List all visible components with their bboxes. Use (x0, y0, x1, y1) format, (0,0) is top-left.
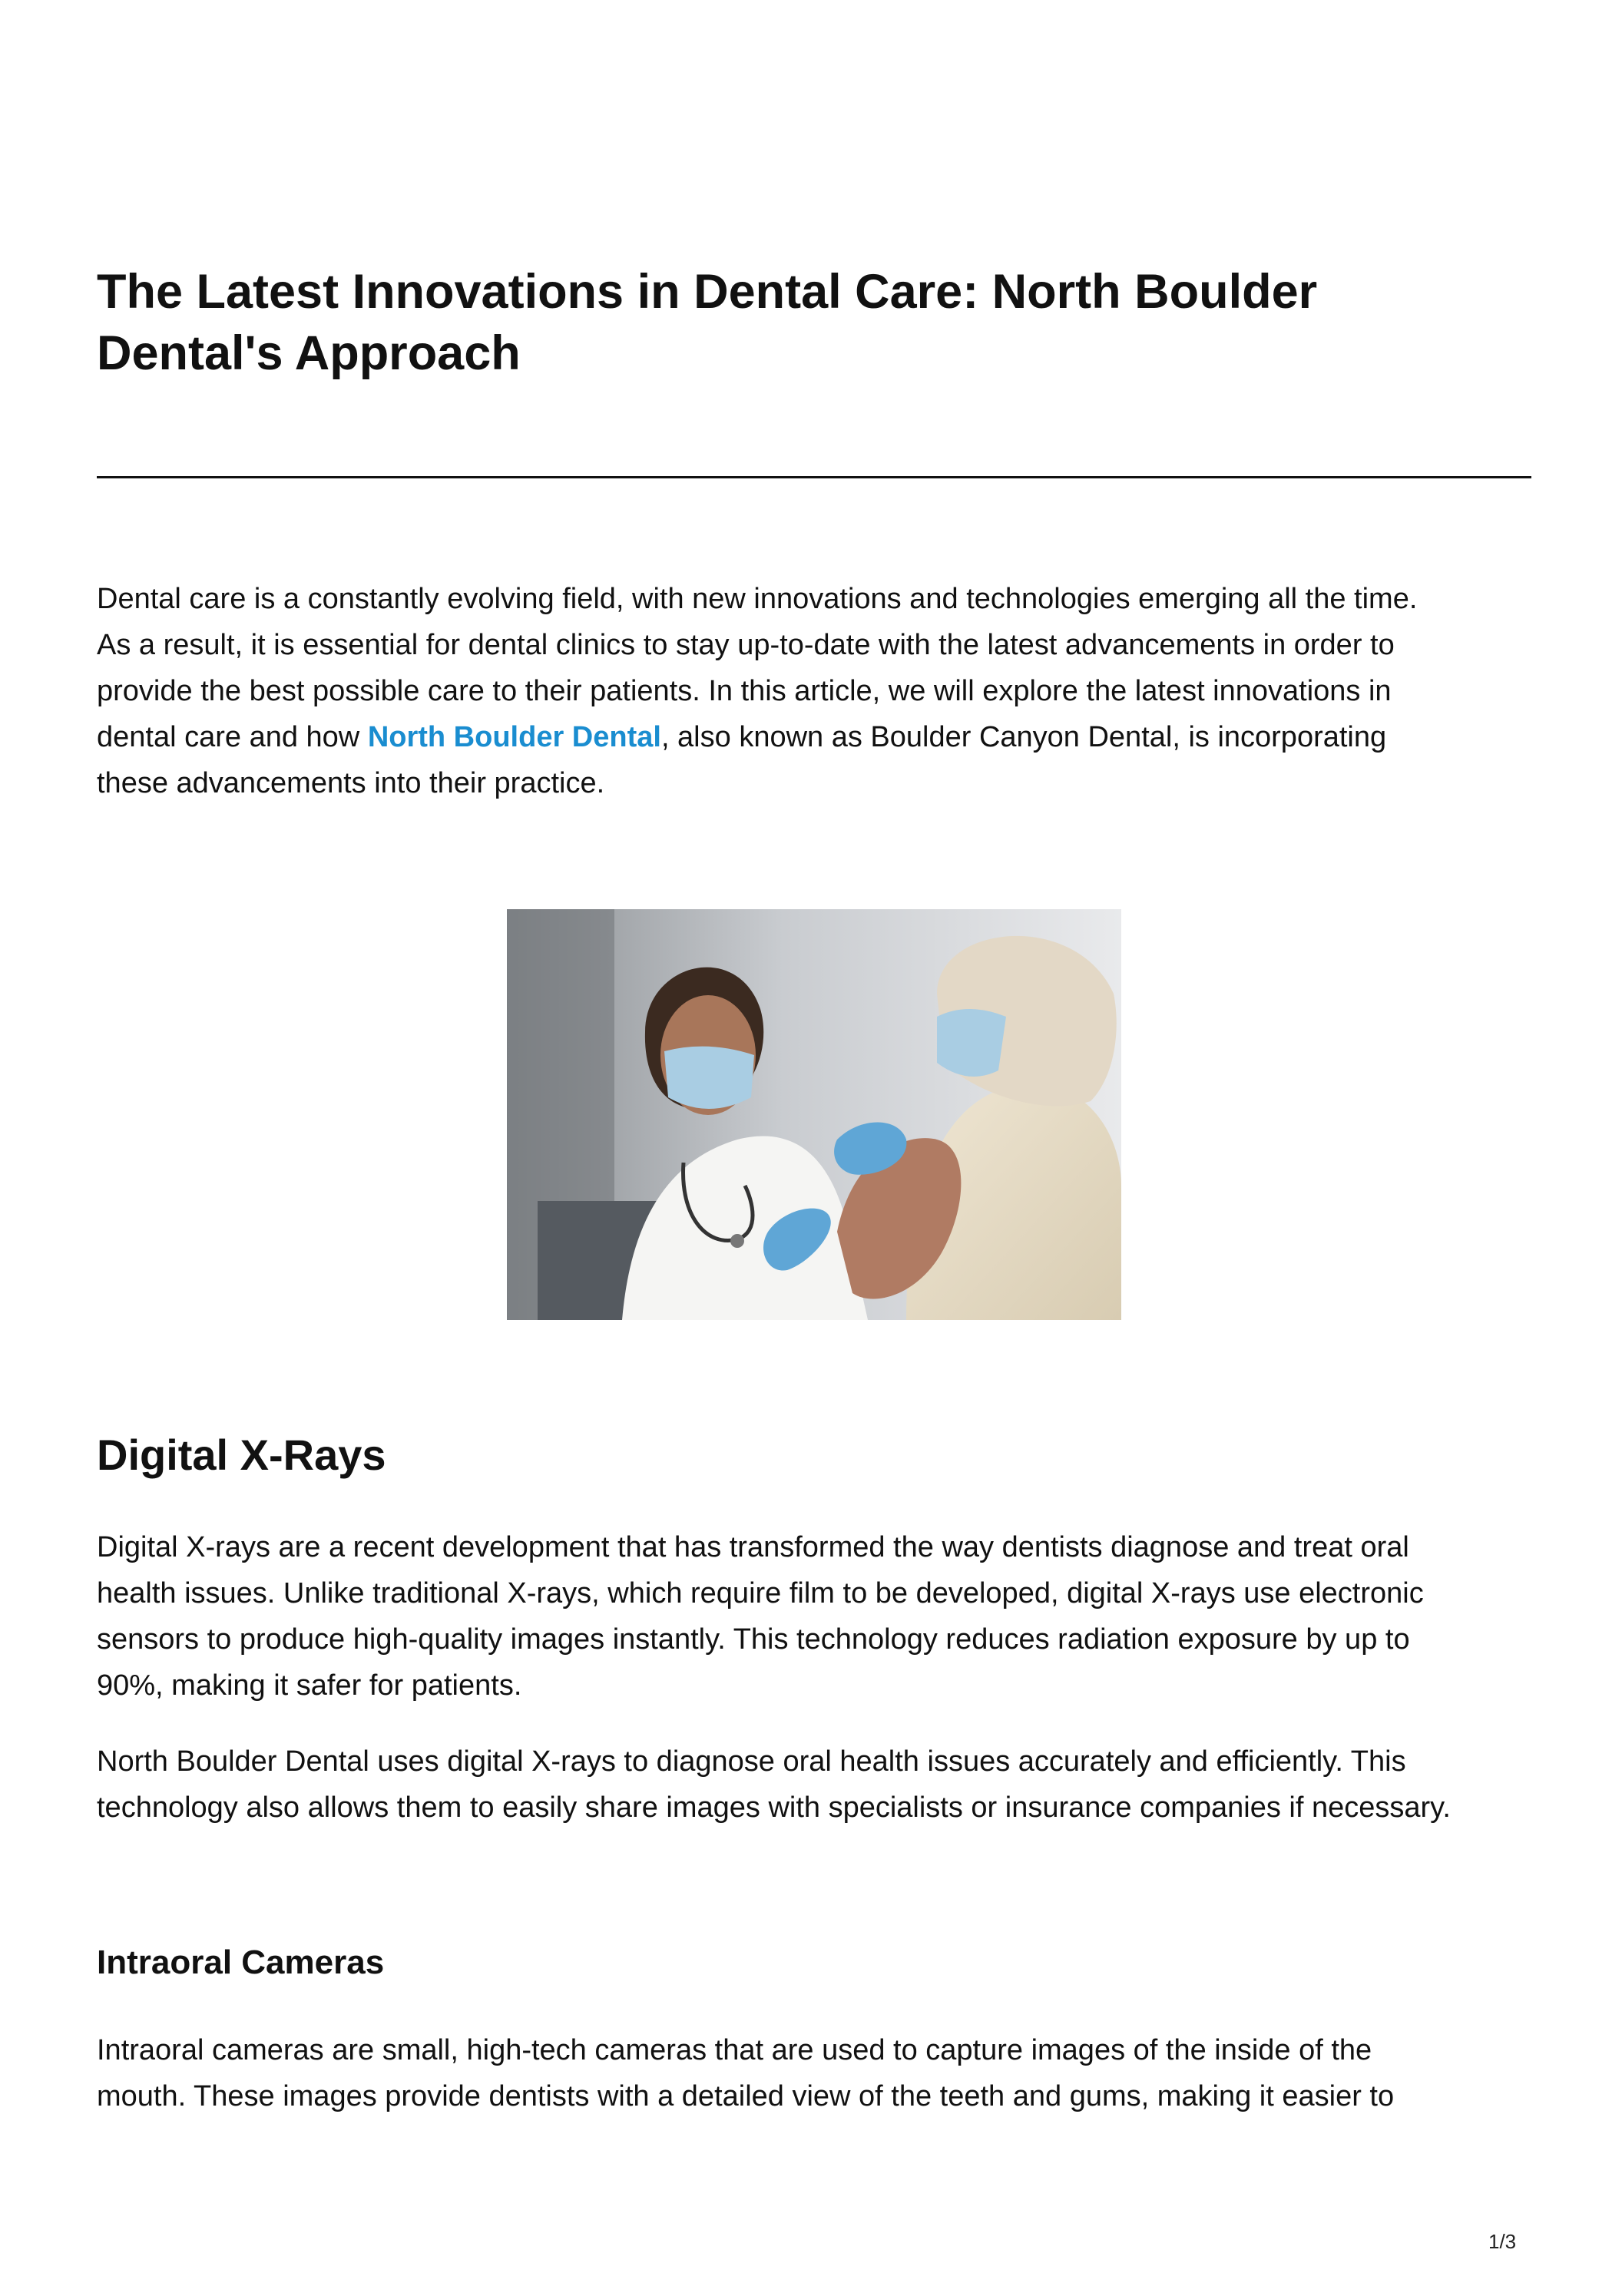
digital-xrays-heading: Digital X-Rays (97, 1431, 386, 1479)
digital-xrays-paragraph-2 (97, 1739, 1541, 1831)
paragraph-line: health issues. Unlike traditional X-rays, which require film to be developed, digital X-rays use electronic (97, 1577, 1424, 1610)
paragraph-line: North Boulder Dental uses digital X-rays to diagnose oral health issues accurately and efficiently. This (97, 1745, 1406, 1778)
paragraph-line: technology also allows them to easily share images with specialists or insurance companies if necessary. (97, 1791, 1451, 1824)
title-line-2: Dental's Approach (97, 326, 521, 380)
intro-line: dental care and how (97, 721, 368, 753)
intraoral-cameras-heading: Intraoral Cameras (97, 1944, 385, 1981)
north-boulder-dental-link[interactable]: North Boulder Dental (367, 721, 661, 753)
intro-line: provide the best possible care to their patients. In this article, we will explore the latest innovations in (97, 675, 1392, 707)
title-line-1: The Latest Innovations in Dental Care: North Boulder (97, 265, 1318, 319)
intraoral-cameras-paragraph-1 (97, 2027, 1541, 2119)
paragraph-line: mouth. These images provide dentists with a detailed view of the teeth and gums, making it easier to (97, 2080, 1395, 2112)
intro-paragraph (97, 576, 1541, 806)
paragraph-line: sensors to produce high-quality images instantly. This technology reduces radiation exposure by up to (97, 1623, 1410, 1656)
intro-line: Dental care is a constantly evolving field, with new innovations and technologies emerging all the time. (97, 583, 1418, 615)
paragraph-line: 90%, making it safer for patients. (97, 1669, 522, 1702)
article-title (97, 261, 1525, 384)
paragraph-line: Digital X-rays are a recent development that has transformed the way dentists diagnose and treat oral (97, 1531, 1409, 1563)
page-number: 1/3 (1488, 2230, 1517, 2253)
intro-line: As a result, it is essential for dental clinics to stay up-to-date with the latest advancements in order to (97, 629, 1395, 661)
intro-line: these advancements into their practice. (97, 767, 605, 799)
paragraph-line: Intraoral cameras are small, high-tech cameras that are used to capture images of the inside of the (97, 2034, 1372, 2066)
doctor-vaccinating-patient-photo (507, 909, 1121, 1320)
digital-xrays-paragraph-1 (97, 1524, 1541, 1709)
intro-line: , also known as Boulder Canyon Dental, is incorporating (660, 721, 1387, 753)
title-divider (97, 476, 1531, 478)
